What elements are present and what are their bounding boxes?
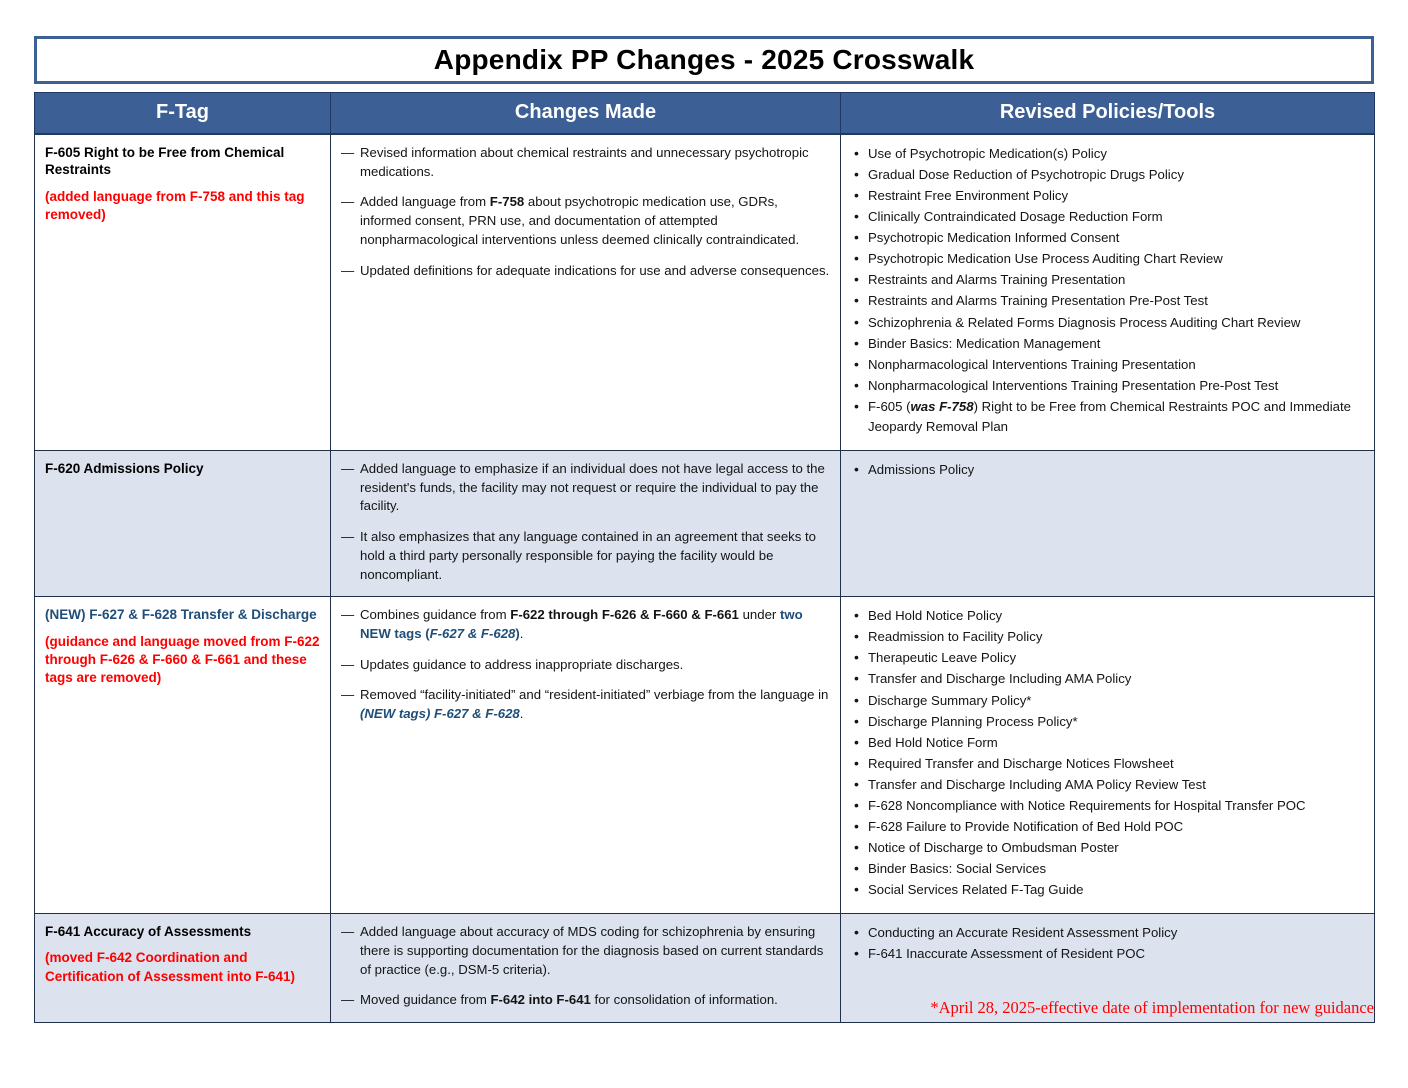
ftag-title: F-641 Accuracy of Assessments <box>45 924 252 940</box>
policy-item: • Admissions Policy <box>851 460 1364 480</box>
change-item: — Moved guidance from F-642 into F-641 for consolidation of information. <box>341 991 830 1010</box>
ftag-title: F-605 Right to be Free from Chemical Restraints <box>45 145 285 178</box>
column-header-ftag: F-Tag <box>35 93 331 135</box>
policy-item: • Nonpharmacological Interventions Training Presentation <box>851 355 1364 375</box>
policy-item: • Binder Basics: Social Services <box>851 859 1364 879</box>
policy-item: • Conducting an Accurate Resident Assessment Policy <box>851 923 1364 943</box>
revised-policies-cell <box>841 450 1375 596</box>
changes-list <box>341 460 830 584</box>
policy-item: • Restraints and Alarms Training Presentation <box>851 270 1364 290</box>
ftag-note: (moved F-642 Coordination and Certification of Assessment into F-641) <box>45 950 296 984</box>
revised-policies-cell <box>841 597 1375 914</box>
changes-made-cell <box>331 134 841 450</box>
ftag-cell <box>35 597 331 914</box>
effective-date-footnote: *April 28, 2025-effective date of implementation for new guidance <box>930 998 1374 1017</box>
policy-item: • Psychotropic Medication Informed Consent <box>851 228 1364 248</box>
policy-item: • Transfer and Discharge Including AMA Policy Review Test <box>851 775 1364 795</box>
changes-list <box>341 144 830 280</box>
document-title-banner <box>34 36 1374 84</box>
policy-item: • F-641 Inaccurate Assessment of Resident POC <box>851 944 1364 964</box>
policy-item: • Required Transfer and Discharge Notices Flowsheet <box>851 754 1364 774</box>
change-item: — Added language to emphasize if an individual does not have legal access to the resident's funds, the facility may not request or require the individual to pay the facility. <box>341 460 830 516</box>
change-item: — Updates guidance to address inappropriate discharges. <box>341 656 830 675</box>
change-item: — Revised information about chemical restraints and unnecessary psychotropic medications. <box>341 144 830 181</box>
table-row <box>35 450 1375 596</box>
policy-item: • Clinically Contraindicated Dosage Reduction Form <box>851 207 1364 227</box>
policy-item: • F-628 Failure to Provide Notification of Bed Hold POC <box>851 817 1364 837</box>
change-item: — Updated definitions for adequate indications for use and adverse consequences. <box>341 262 830 281</box>
changes-made-cell <box>331 450 841 596</box>
policy-item: • Schizophrenia & Related Forms Diagnosis Process Auditing Chart Review <box>851 313 1364 333</box>
policy-item: • Restraints and Alarms Training Presentation Pre-Post Test <box>851 291 1364 311</box>
policy-item: • F-628 Noncompliance with Notice Requirements for Hospital Transfer POC <box>851 796 1364 816</box>
ftag-note: (added language from F-758 and this tag removed) <box>45 188 305 222</box>
change-item: — Added language about accuracy of MDS coding for schizophrenia by ensuring there is supporting documentation for the diagnosis based on current standards of practice (e.g., DSM-5 criteria). <box>341 923 830 979</box>
crosswalk-table <box>34 92 1375 1023</box>
policy-item: • F-605 (was F-758) Right to be Free from Chemical Restraints POC and Immediate Jeopardy Removal Plan <box>851 397 1364 437</box>
table-header-row <box>35 93 1375 135</box>
ftag-cell <box>35 134 331 450</box>
ftag-cell <box>35 450 331 596</box>
policy-item: • Use of Psychotropic Medication(s) Policy <box>851 144 1364 164</box>
policy-item: • Discharge Summary Policy* <box>851 691 1364 711</box>
ftag-note: (guidance and language moved from F-622 through F-626 & F-660 & F-661 and these tags are removed) <box>45 633 320 685</box>
column-header-revised-policies: Revised Policies/Tools <box>841 93 1375 135</box>
policy-item: • Transfer and Discharge Including AMA Policy <box>851 669 1364 689</box>
changes-list <box>341 606 830 724</box>
ftag-title: (NEW) F-627 & F-628 Transfer & Discharge <box>45 607 317 623</box>
policies-list <box>851 923 1364 964</box>
policy-item: • Psychotropic Medication Use Process Auditing Chart Review <box>851 249 1364 269</box>
changes-made-cell <box>331 914 841 1023</box>
policy-item: • Therapeutic Leave Policy <box>851 648 1364 668</box>
policy-item: • Notice of Discharge to Ombudsman Poster <box>851 838 1364 858</box>
policy-item: • Restraint Free Environment Policy <box>851 186 1364 206</box>
page-title: Appendix PP Changes - 2025 Crosswalk <box>433 44 975 75</box>
policies-list <box>851 606 1364 900</box>
policy-item: • Social Services Related F-Tag Guide <box>851 880 1364 900</box>
policy-item: • Binder Basics: Medication Management <box>851 334 1364 354</box>
policy-item: • Bed Hold Notice Form <box>851 733 1364 753</box>
policy-item: • Bed Hold Notice Policy <box>851 606 1364 626</box>
change-item: — Combines guidance from F-622 through F-626 & F-660 & F-661 under two NEW tags (F-627 & F-628). <box>341 606 830 643</box>
policies-list <box>851 144 1364 437</box>
policy-item: • Gradual Dose Reduction of Psychotropic Drugs Policy <box>851 165 1364 185</box>
change-item: — Added language from F-758 about psychotropic medication use, GDRs, informed consent, PRN use, and documentation of attempted nonpharmacological interventions unless deemed clinically contraindicated. <box>341 193 830 249</box>
changes-made-cell <box>331 597 841 914</box>
column-header-changes-made: Changes Made <box>331 93 841 135</box>
ftag-cell <box>35 914 331 1023</box>
change-item: — It also emphasizes that any language contained in an agreement that seeks to hold a third party personally responsible for paying the facility would be noncompliant. <box>341 528 830 584</box>
change-item: — Removed “facility-initiated” and “resident-initiated” verbiage from the language in (NEW tags) F-627 & F-628. <box>341 686 830 723</box>
ftag-title: F-620 Admissions Policy <box>45 460 204 476</box>
policies-list <box>851 460 1364 480</box>
revised-policies-cell <box>841 134 1375 450</box>
changes-list <box>341 923 830 1010</box>
policy-item: • Discharge Planning Process Policy* <box>851 712 1364 732</box>
policy-item: • Readmission to Facility Policy <box>851 627 1364 647</box>
table-row <box>35 134 1375 450</box>
policy-item: • Nonpharmacological Interventions Training Presentation Pre-Post Test <box>851 376 1364 396</box>
table-row <box>35 597 1375 914</box>
